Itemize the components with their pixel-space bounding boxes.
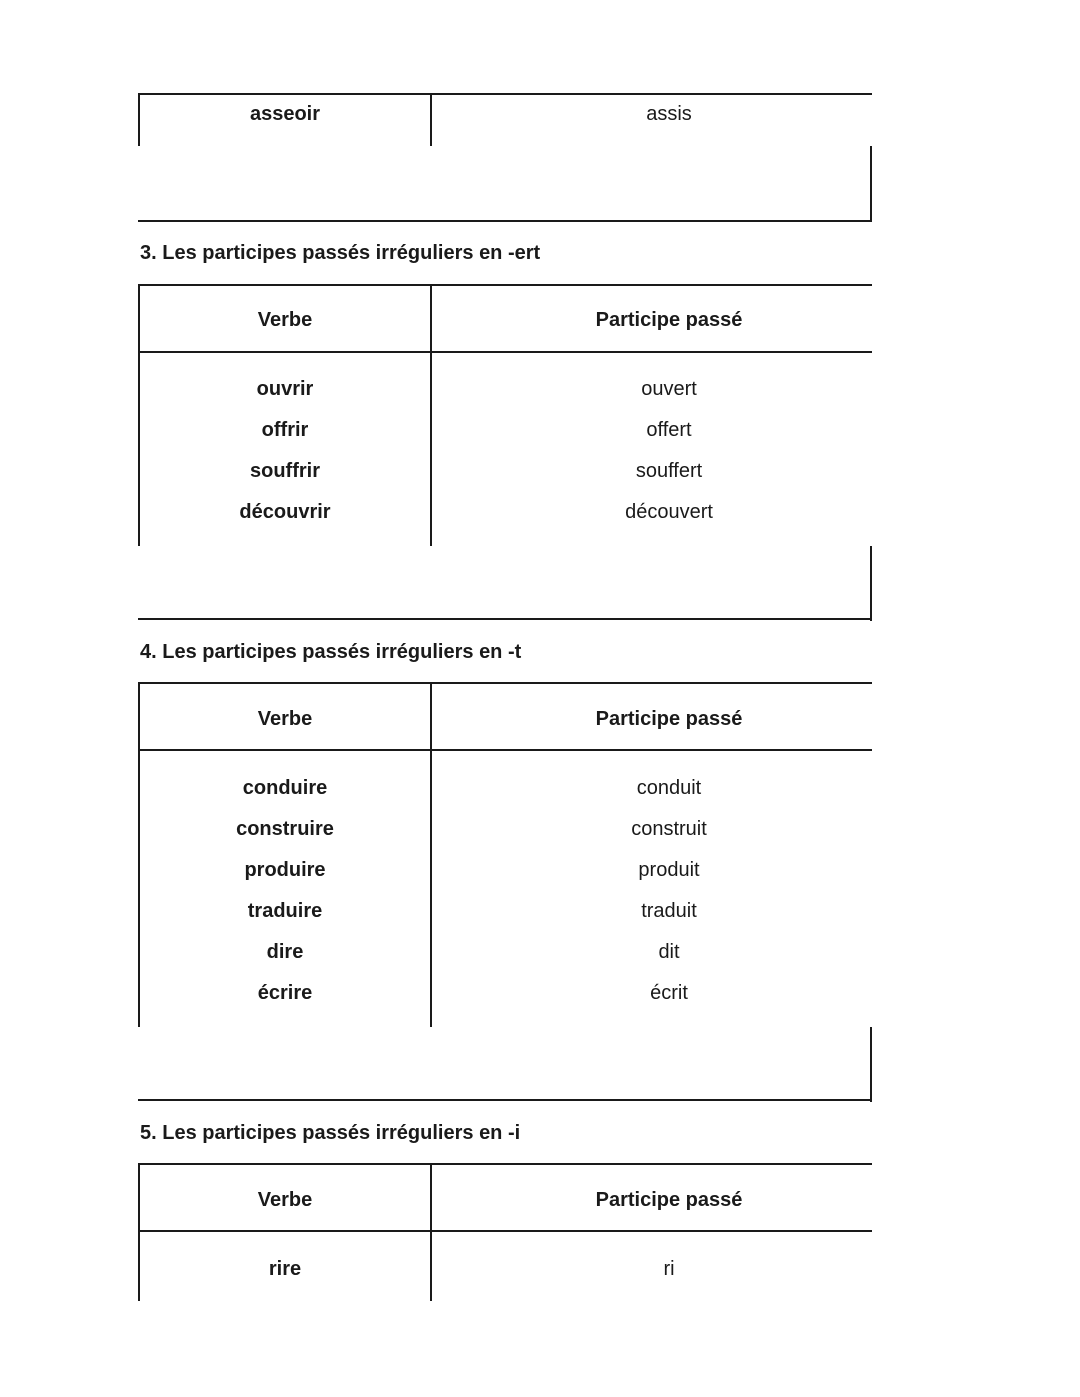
table-border: [138, 749, 872, 751]
verbe-cell: conduire: [242, 777, 328, 799]
participe-cell: assis: [646, 103, 692, 125]
table-border: [138, 351, 872, 353]
verbe-cell: écrire: [257, 982, 313, 1004]
table-border: [138, 220, 872, 222]
verbe-cell: souffrir: [250, 460, 320, 482]
verbe-cell: dire: [266, 941, 304, 963]
table-border: [138, 1099, 872, 1101]
section-title: 4. Les participes passés irréguliers en -t: [140, 641, 522, 663]
participe-cell: écrit: [650, 982, 688, 1004]
participe-cell: découvert: [625, 501, 713, 523]
table-border: [430, 682, 432, 1027]
table-border: [870, 146, 872, 222]
column-header-verbe: Verbe: [257, 309, 313, 331]
participe-cell: dit: [658, 941, 680, 963]
verbe-cell: ouvrir: [256, 378, 314, 400]
verbe-cell: asseoir: [249, 103, 321, 125]
verbe-cell: traduire: [247, 900, 323, 922]
verbe-cell: construire: [236, 818, 334, 840]
table-border: [138, 284, 872, 286]
participe-cell: produit: [638, 859, 700, 881]
verbe-cell: découvrir: [239, 501, 331, 523]
section-title: 3. Les participes passés irréguliers en -ert: [140, 242, 541, 264]
verbe-cell: rire: [268, 1258, 302, 1280]
table-border: [138, 1163, 872, 1165]
participe-cell: offert: [646, 419, 692, 441]
verbe-cell: produire: [244, 859, 326, 881]
participe-cell: traduit: [641, 900, 697, 922]
section-title: 5. Les participes passés irréguliers en -i: [140, 1122, 521, 1144]
table-border: [138, 1230, 872, 1232]
table-border: [138, 682, 872, 684]
column-header-participe: Participe passé: [595, 708, 743, 730]
table-border: [138, 618, 872, 620]
table-border: [138, 682, 140, 1027]
column-header-verbe: Verbe: [257, 1189, 313, 1211]
column-header-verbe: Verbe: [257, 708, 313, 730]
participe-cell: conduit: [636, 777, 702, 799]
participe-cell: ri: [663, 1258, 675, 1280]
table-border: [870, 546, 872, 621]
table-border: [870, 1027, 872, 1102]
verbe-cell: offrir: [261, 419, 309, 441]
column-header-participe: Participe passé: [595, 1189, 743, 1211]
column-header-participe: Participe passé: [595, 309, 743, 331]
table-border: [138, 93, 872, 95]
participe-cell: souffert: [635, 460, 703, 482]
participe-cell: ouvert: [641, 378, 697, 400]
participe-cell: construit: [631, 818, 707, 840]
